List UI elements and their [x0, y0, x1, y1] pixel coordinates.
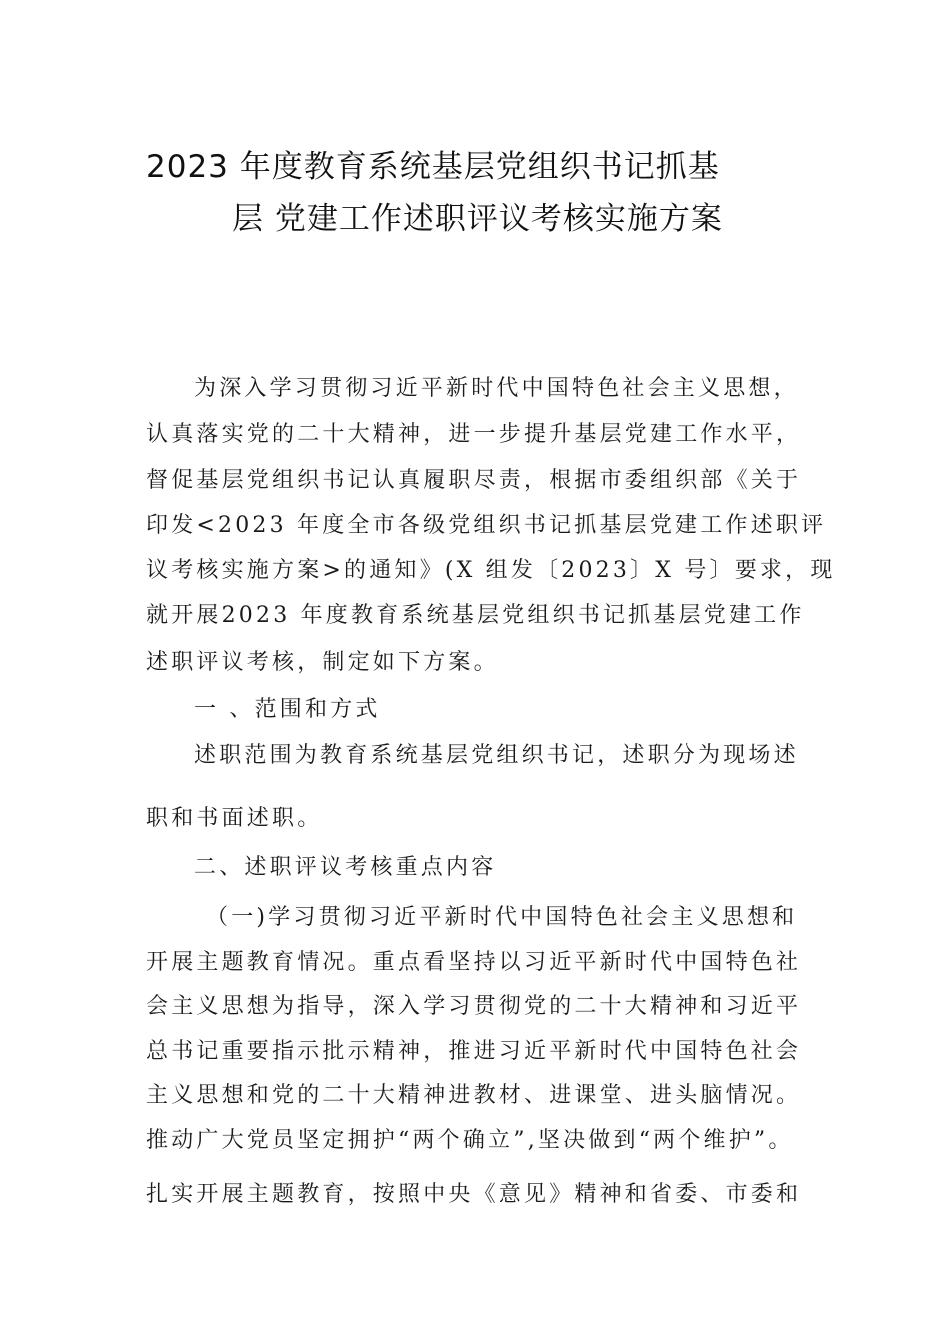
- document-title-line-2: 层 党建工作述职评议考核实施方案: [232, 201, 723, 237]
- intro-line-5: 议考核实施方案>的通知》(X 组发〔2023〕X 号〕要求，现: [146, 558, 836, 583]
- intro-line-2: 认真落实党的二十大精神，进一步提升基层党建工作水平，: [146, 422, 802, 447]
- section-1-line-1: 述职范围为教育系统基层党组织书记，述职分为现场述: [194, 743, 799, 768]
- section-2-line-1: （一)学习贯彻习近平新时代中国特色社会主义思想和: [206, 905, 798, 930]
- section-2-line-4: 总书记重要指示批示精神，推进习近平新时代中国特色社会: [146, 1039, 802, 1064]
- intro-line-6: 就开展2023 年度教育系统基层党组织书记抓基层党建工作: [146, 603, 805, 628]
- section-2-heading: 二、述职评议考核重点内容: [194, 855, 497, 880]
- section-1-heading: 一 、范围和方式: [194, 697, 381, 722]
- section-2-line-7: 扎实开展主题教育，按照中央《意见》精神和省委、市委和: [146, 1182, 802, 1207]
- section-1-line-2: 职和书面述职。: [146, 806, 323, 831]
- section-2-line-6: 推动广大党员坚定拥护“两个确立”,坚决做到“两个维护”。: [146, 1128, 794, 1153]
- section-2-line-2: 开展主题教育情况。重点看坚持以习近平新时代中国特色社: [146, 950, 802, 975]
- intro-line-7: 述职评议考核，制定如下方案。: [146, 650, 499, 675]
- section-2-line-3: 会主义思想为指导，深入学习贯彻党的二十大精神和习近平: [146, 994, 802, 1019]
- section-2-line-5: 主义思想和党的二十大精神进教材、进课堂、进头脑情况。: [146, 1083, 802, 1108]
- document-title-line-1: 2023 年度教育系统基层党组织书记抓基: [146, 149, 720, 185]
- intro-line-1: 为深入学习贯彻习近平新时代中国特色社会主义思想，: [194, 376, 799, 401]
- intro-line-4: 印发<2023 年度全市各级党组织书记抓基层党建工作述职评: [146, 513, 827, 538]
- intro-line-3: 督促基层党组织书记认真履职尽责，根据市委组织部《关于: [146, 468, 802, 493]
